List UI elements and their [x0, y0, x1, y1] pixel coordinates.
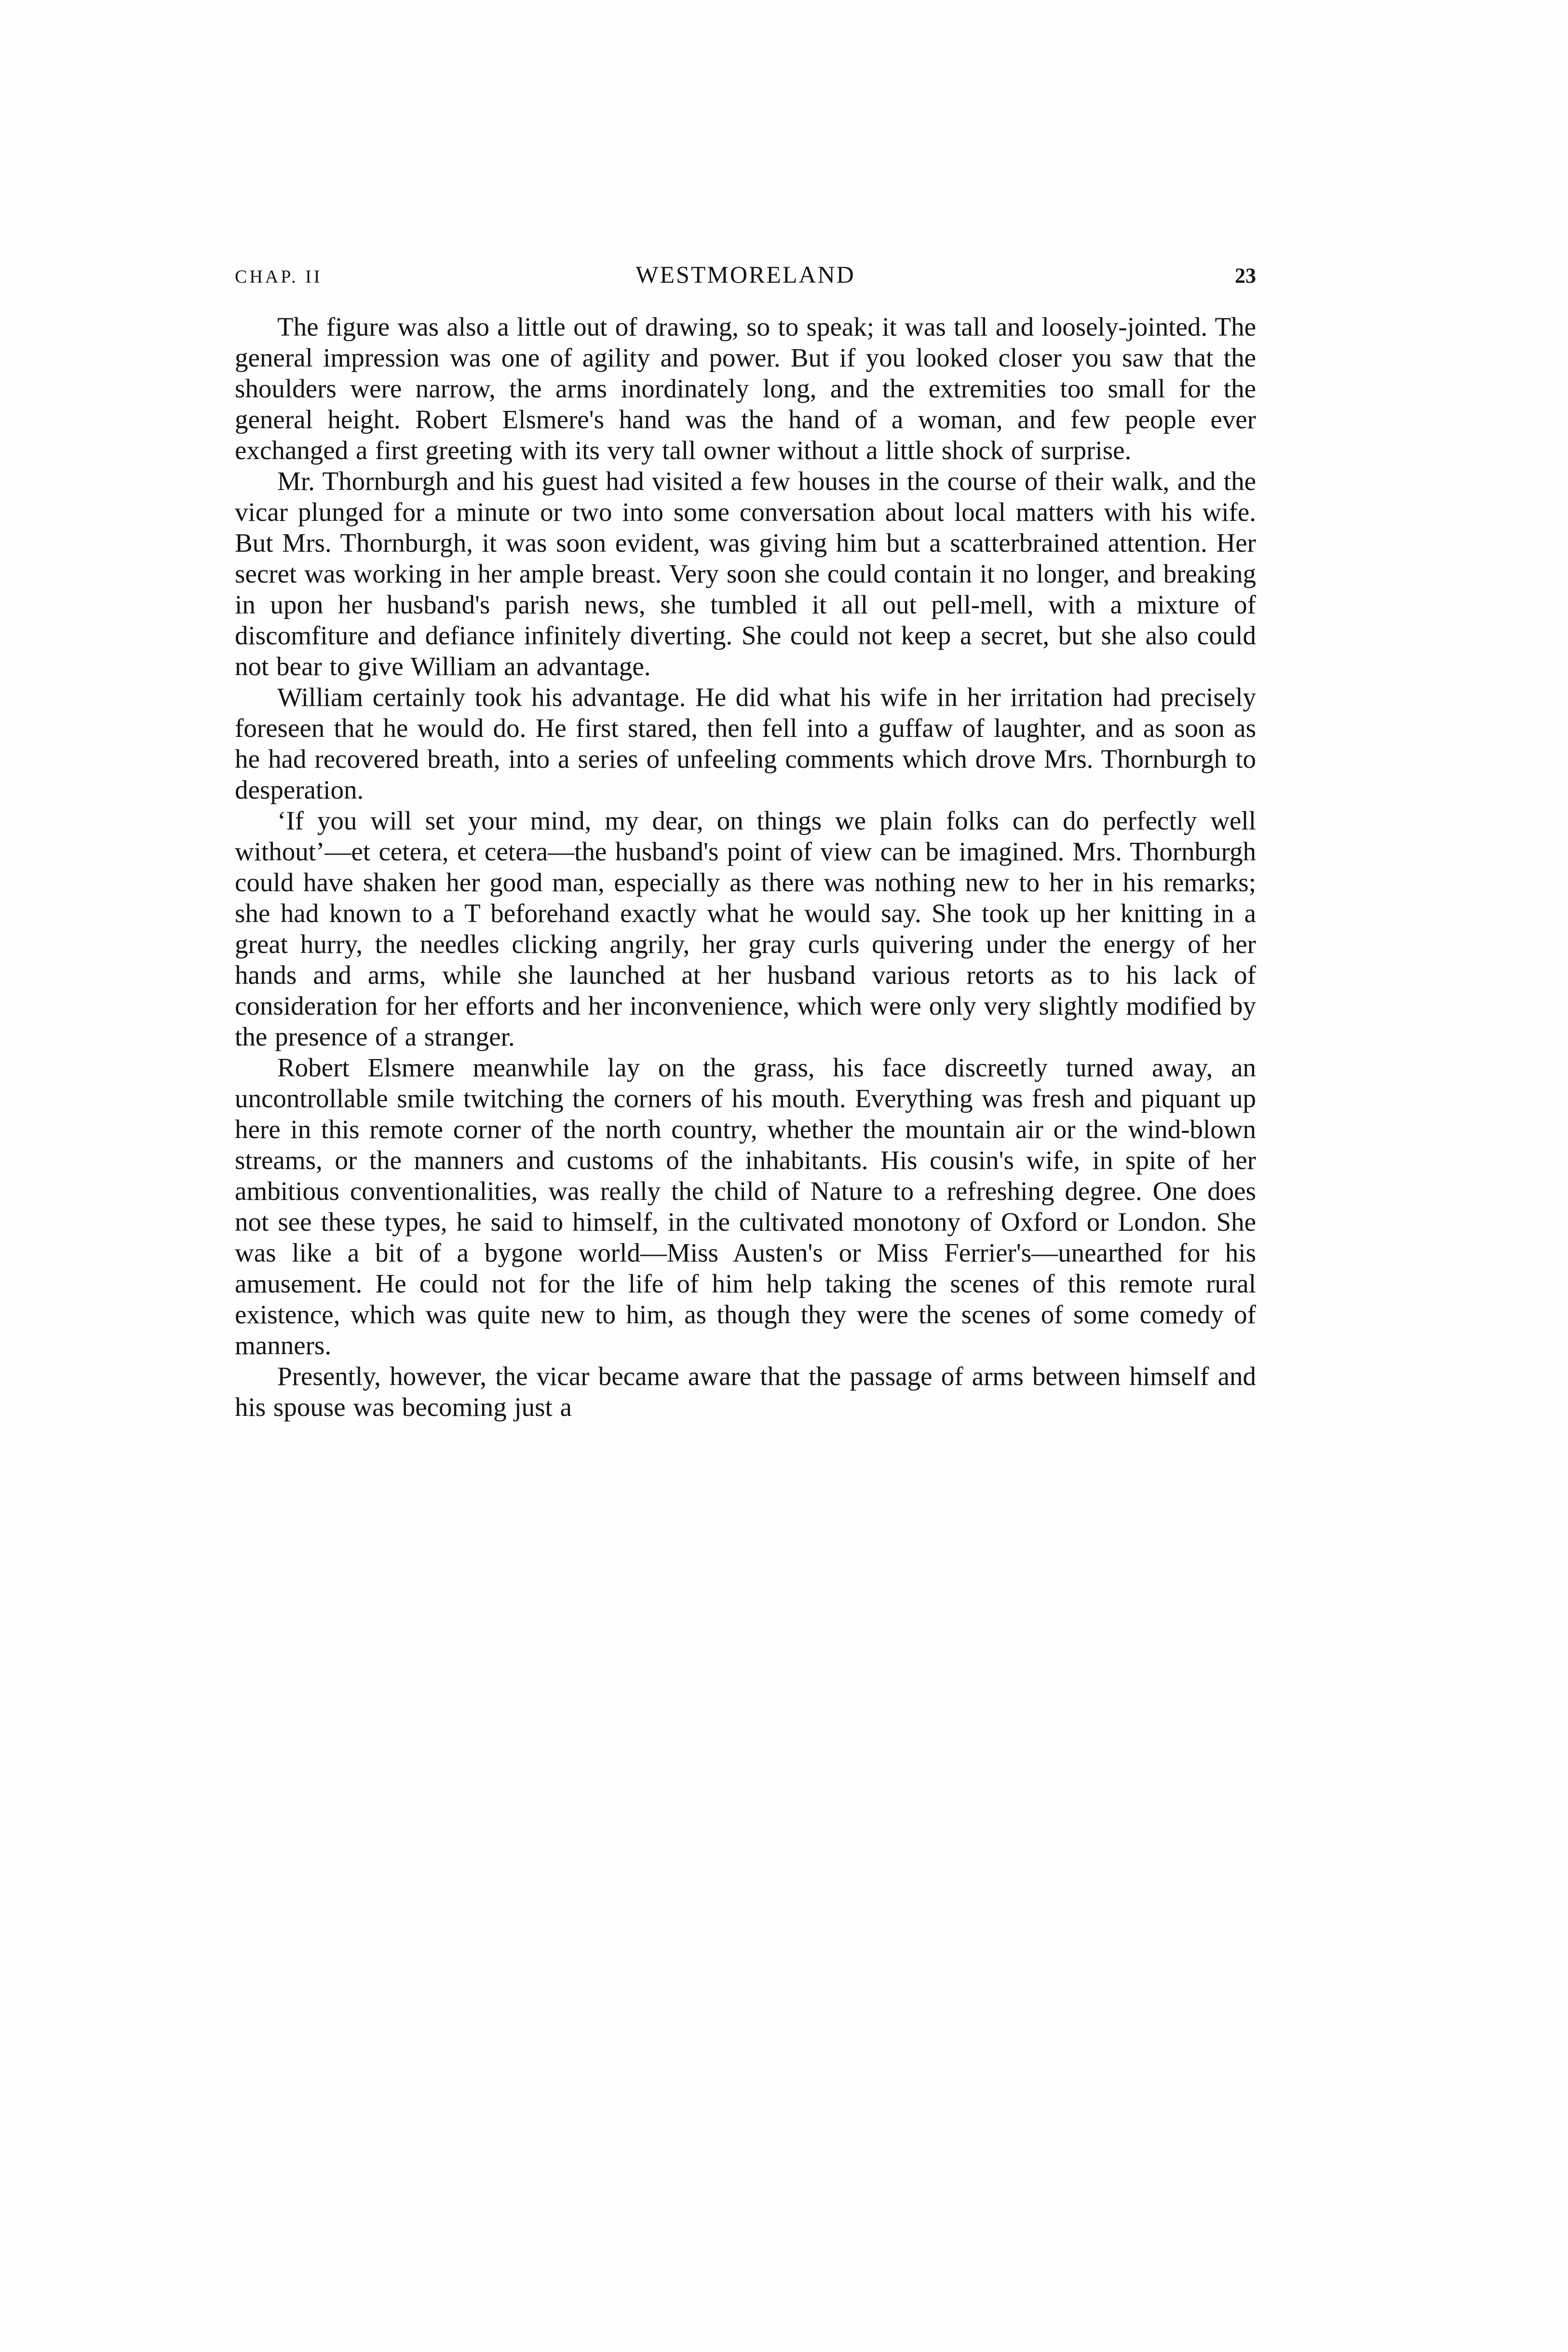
page-title: WESTMORELAND	[635, 261, 855, 288]
chapter-label: CHAP. II	[235, 267, 323, 287]
paragraph: The figure was also a little out of drawing, so to speak; it was tall and loosely-jointed. The general impression was one of agility and power. But if you looked closer you saw that the shoulders were narrow, the arms inordinately long, and the extremities too small for the general height. Robert Elsmere's hand was the hand of a woman, and few people ever exchanged a first greeting with its very tall owner without a little shock of surprise.	[235, 312, 1256, 465]
page-number: 23	[1235, 264, 1256, 287]
running-header	[235, 260, 1256, 288]
body-text	[235, 312, 1256, 1423]
paragraph: Mr. Thornburgh and his guest had visited a few houses in the course of their walk, and the vicar plunged for a minute or two into some conversation about local matters with his wife. But Mrs. Thornburgh, it was soon evident, was giving him but a scatterbrained attention. Her secret was working in her ample breast. Very soon she could contain it no longer, and breaking in upon her husband's parish news, she tumbled it all out pell-mell, with a mixture of discomfiture and defiance infinitely diverting. She could not keep a secret, but she also could not bear to give William an advantage.	[235, 466, 1256, 681]
text-block	[235, 260, 1256, 1423]
paragraph: ‘If you will set your mind, my dear, on things we plain folks can do perfectly well without’—et cetera, et cetera—the husband's point of view can be imagined. Mrs. Thornburgh could have shaken her good man, especially as there was nothing new to her in his remarks; she had known to a T beforehand exactly what he would say. She took up her knitting in a great hurry, the needles clicking angrily, her gray curls quivering under the energy of her hands and arms, while she launched at her husband various retorts as to his lack of consideration for her efforts and her inconvenience, which were only very slightly modified by the presence of a stranger.	[235, 806, 1256, 1051]
paragraph: Robert Elsmere meanwhile lay on the grass, his face discreetly turned away, an uncontrollable smile twitching the corners of his mouth. Everything was fresh and piquant up here in this remote corner of the north country, whether the mountain air or the wind-blown streams, or the manners and customs of the inhabitants. His cousin's wife, in spite of her ambitious conventionalities, was really the child of Nature to a refreshing degree. One does not see these types, he said to himself, in the cultivated monotony of Oxford or London. She was like a bit of a bygone world—Miss Austen's or Miss Ferrier's—unearthed for his amusement. He could not for the life of him help taking the scenes of this remote rural existence, which was quite new to him, as though they were the scenes of some comedy of manners.	[235, 1053, 1256, 1360]
paragraph: Presently, however, the vicar became aware that the passage of arms between himself and his spouse was becoming just a	[235, 1361, 1256, 1422]
paragraph: William certainly took his advantage. He did what his wife in her irritation had precisely foreseen that he would do. He first stared, then fell into a guffaw of laughter, and as soon as he had recovered breath, into a series of unfeeling comments which drove Mrs. Thornburgh to desperation.	[235, 682, 1256, 804]
